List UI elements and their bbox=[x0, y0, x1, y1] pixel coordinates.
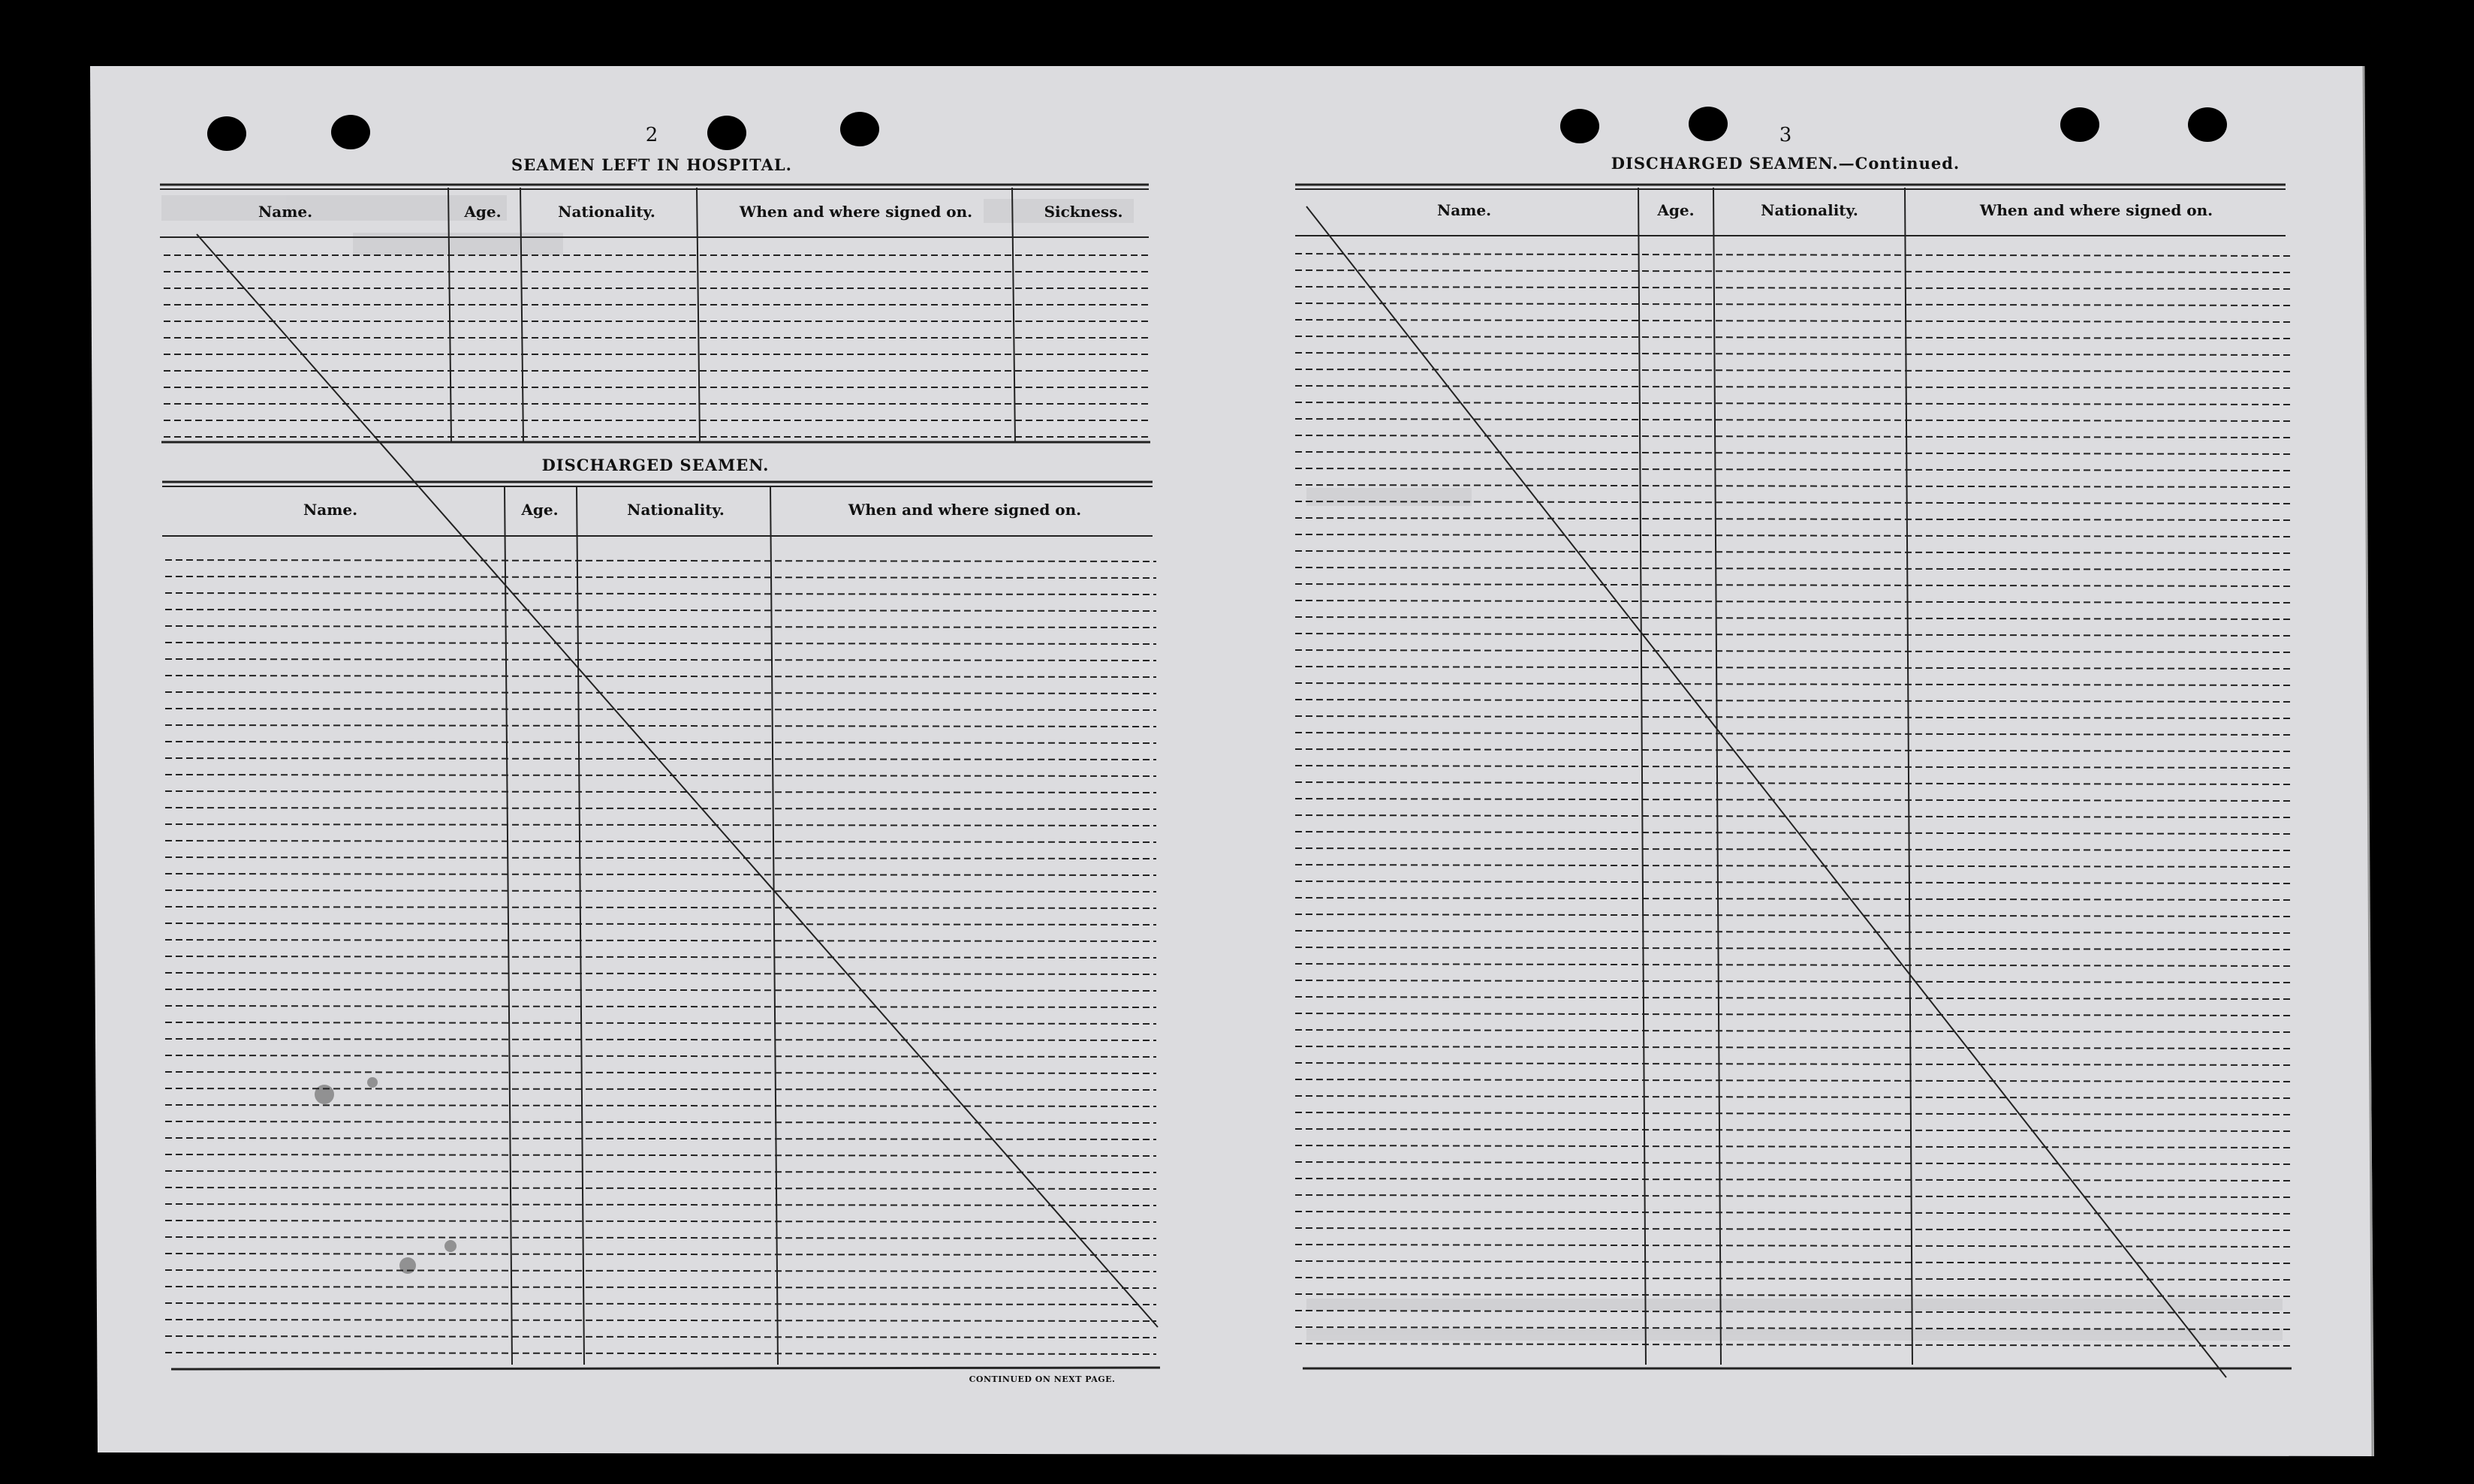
right-col-signed-on: When and where signed on. bbox=[1979, 201, 2213, 219]
discharged-continued-title: DISCHARGED SEAMEN.—Continued. bbox=[1611, 154, 1960, 173]
right-col-age: Age. bbox=[1657, 201, 1695, 219]
paper-sheet bbox=[90, 66, 2374, 1456]
hospital-col-nationality: Nationality. bbox=[558, 203, 655, 221]
discharged-section-title: DISCHARGED SEAMEN. bbox=[541, 456, 770, 474]
discharged-col-age: Age. bbox=[521, 501, 559, 519]
hospital-col-signed-on: When and where signed on. bbox=[739, 203, 973, 221]
hospital-col-name: Name. bbox=[258, 203, 313, 221]
continued-footer: CONTINUED ON NEXT PAGE. bbox=[969, 1374, 1116, 1384]
hospital-col-age: Age. bbox=[464, 203, 502, 221]
discharged-col-signed-on: When and where signed on. bbox=[848, 501, 1082, 519]
right-col-nationality: Nationality. bbox=[1761, 201, 1858, 219]
right-col-name: Name. bbox=[1436, 201, 1492, 219]
hospital-col-sickness: Sickness. bbox=[1044, 203, 1123, 221]
hospital-section-title: SEAMEN LEFT IN HOSPITAL. bbox=[511, 155, 792, 174]
discharged-col-nationality: Nationality. bbox=[627, 501, 725, 519]
discharged-col-name: Name. bbox=[303, 501, 358, 519]
page-number-left: 2 bbox=[645, 124, 658, 146]
page-number-right: 3 bbox=[1779, 124, 1792, 146]
